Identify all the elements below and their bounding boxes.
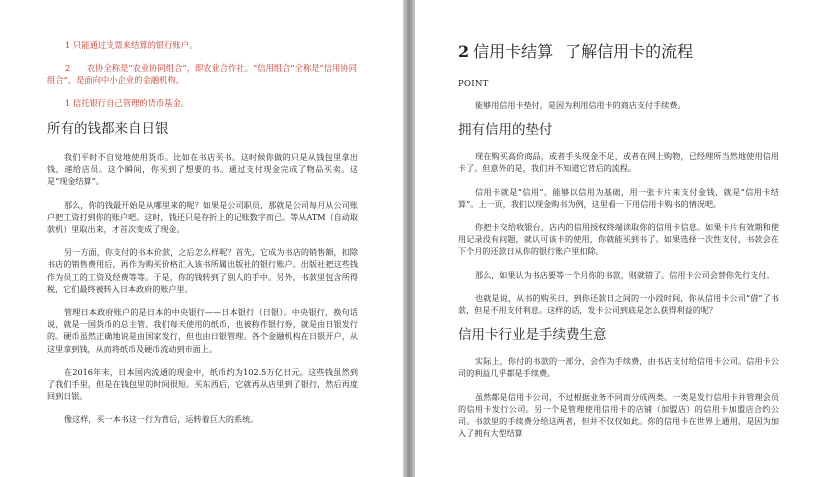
left-paragraph-5: 在2016年末，日本国内流通的现金中，纸币约为102.5万亿日元。这些钱虽然到了我们手里，但是在钱包里的时间很短。买东西后，它就再从店里到了银行，然后再度回到日银。: [47, 366, 358, 402]
page-gutter-divider: [403, 0, 415, 477]
section-heading-fee-business: 信用卡行业是手续费生意: [458, 327, 607, 344]
left-paragraph-3: 另一方面，你支付的书本价款，之后怎么样呢？首先，它成为书店的销售额，扣除书店的销售费用后，再作为购买价格汇入该书所属出版社的银行账户。出版社把这些钱作为员工的工资及经费等等。于是，你的钱转到了别人的手中。另外，书款里包含所得税，它们最终被转入日本政府的账户里。: [47, 247, 358, 294]
right-paragraph-6: 实际上，你付的书款的一部分，会作为手续费，由书店支付给信用卡公司。信用卡公司的利益几乎都是手续费。: [458, 356, 779, 379]
section-heading-all-money: 所有的钱都来自日银: [47, 121, 169, 137]
left-paragraph-6: 像这样，买一本书这一行为背后，运转着巨大的系统。: [64, 414, 259, 425]
point-text: 能够用信用卡垫付，是因为利用信用卡的商店支付手续费。: [475, 100, 686, 110]
chapter-number: 2: [458, 42, 470, 61]
right-paragraph-7: 虽然都是信用卡公司，不过根据业务不同而分成两类。一类是发行信用卡并管理会员的信用卡发行公司。另一个是管理使用信用卡的店铺（加盟店）的信用卡加盟店合约公司。书款里的手续费分给这两者，但并不仅仅如此。你的信用卡在世界上通用，是因为加入了拥有大型结算: [458, 391, 779, 439]
left-paragraph-2: 那么，你的钱最开始是从哪里来的呢？如果是公司职员，那就是公司每月从公司账户把工资打到你的账户吧。这时，钱还只是存折上的记账数字而已。等从ATM（自动取款机）里取出来，才首次变成了现金。: [47, 199, 358, 235]
footnote-1: 1 只能通过支票来结算的银行账户。: [65, 40, 198, 50]
right-paragraph-1: 现在购买高价商品，或者手头现金不足，或者在网上购物，已经理所当然地使用信用卡了。但意外的是，我们并不知道它背后的流程。: [458, 151, 779, 174]
footnote-3: 1 信托银行自己管理的货币基金。: [65, 98, 190, 108]
chapter-title: [458, 42, 779, 62]
left-paragraph-4: 管理日本政府账户的是日本的中央银行——日本银行（日银）。中央银行，换句话说，就是一国货币的总主管。我们每天使用的纸币，也被称作银行券，就是由日银发行的。硬币虽然正确地说是由国家发行，但也由日银管理。各个金融机构在日银开户，从这里拿到钱，从而将纸币及硬币流动到市面上。: [47, 307, 358, 354]
chapter-title-main: 信用卡结算: [473, 42, 554, 61]
right-paragraph-2: 信用卡就是“信用”。能够以信用为基础，用一张卡片来支付金钱，就是“信用卡结算”。上一页，我们以现金购书为例，这里看一下用信用卡购书的情况吧。: [458, 186, 779, 209]
right-page: [415, 0, 819, 477]
left-page: [0, 0, 403, 477]
section-heading-credit-advance: 拥有信用的垫付: [458, 122, 553, 139]
chapter-title-sub: 了解信用卡的流程: [565, 42, 694, 61]
left-paragraph-1: 我们平时不自觉地使用货币。比如在书店买书。这时候你做的只是从钱包里拿出钱，递给店员。这个瞬间，你买到了想要的书。通过支付现金完成了物品买卖。这是“现金结算”。: [47, 152, 358, 187]
point-label: POINT: [458, 79, 489, 89]
right-paragraph-3: 你把卡交给收银台，店内的信用授权终端读取你的信用卡信息。如果卡片有效期和使用记录没有问题，就认可该卡的使用，你就能买到书了。如果选择一次性支付，书款会在下个月的还款日从你的银行账户里扣除。: [458, 222, 779, 257]
right-paragraph-4: 那么，如果认为书店要等一个月你的书款，则就错了。信用卡公司会替你先行支付。: [475, 269, 775, 280]
right-paragraph-5: 也就是说，从书的购买日，到你还款日之间的一小段时间，你从信用卡公司“借”了书款，但是不用支付利息。这样的话，发卡公司到底是怎么获得利益的呢？: [458, 292, 779, 316]
footnote-2: 2 农协全称是“农业协同组合”，即农业合作社。“信用组合”全称是“信用协同组合”，是面向中小企业的金融机构。: [47, 63, 357, 85]
